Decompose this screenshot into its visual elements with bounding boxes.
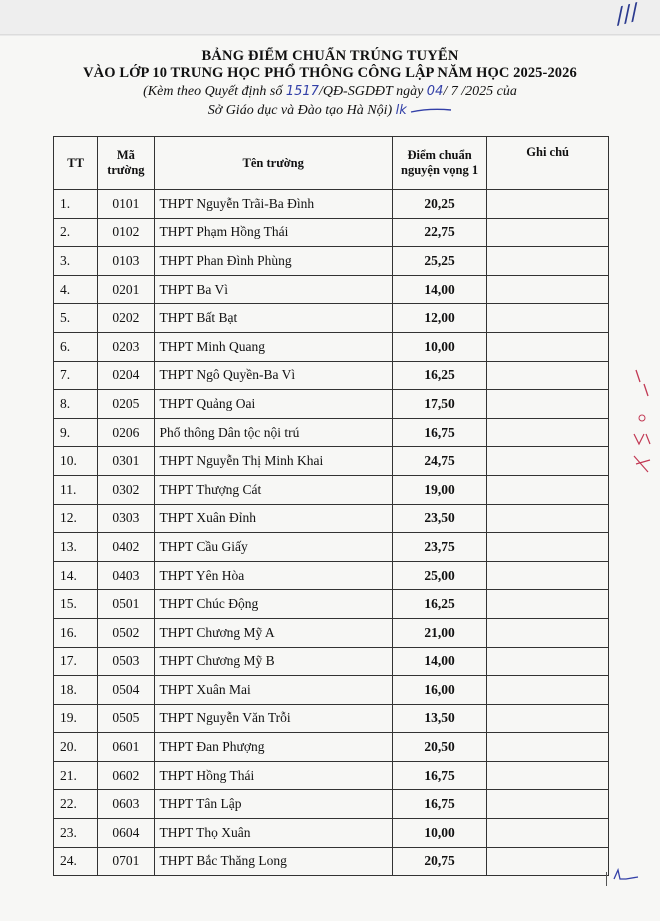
row-tt: 5. bbox=[54, 304, 98, 333]
row-ma-truong: 0302 bbox=[98, 475, 154, 504]
score-table bbox=[53, 136, 609, 876]
row-diem-chuan: 19,00 bbox=[392, 475, 487, 504]
col-tt: TT bbox=[54, 137, 98, 190]
row-tt: 15. bbox=[54, 590, 98, 619]
row-ghi-chu bbox=[487, 332, 609, 361]
row-ma-truong: 0202 bbox=[98, 304, 154, 333]
table-row bbox=[54, 304, 609, 333]
row-ten-truong: Phổ thông Dân tộc nội trú bbox=[154, 418, 392, 447]
table-row bbox=[54, 819, 609, 848]
row-ma-truong: 0503 bbox=[98, 647, 154, 676]
row-ghi-chu bbox=[487, 475, 609, 504]
row-ten-truong: THPT Minh Quang bbox=[154, 332, 392, 361]
row-tt: 18. bbox=[54, 676, 98, 705]
row-ma-truong: 0205 bbox=[98, 390, 154, 419]
top-bar bbox=[0, 0, 660, 35]
row-ma-truong: 0502 bbox=[98, 618, 154, 647]
row-ghi-chu bbox=[487, 618, 609, 647]
row-ghi-chu bbox=[487, 847, 609, 876]
row-tt: 2. bbox=[54, 218, 98, 247]
row-ghi-chu bbox=[487, 647, 609, 676]
row-ma-truong: 0402 bbox=[98, 533, 154, 562]
row-diem-chuan: 16,75 bbox=[392, 418, 487, 447]
table-row bbox=[54, 761, 609, 790]
row-ten-truong: THPT Cầu Giấy bbox=[154, 533, 392, 562]
row-diem-chuan: 16,25 bbox=[392, 361, 487, 390]
table-row bbox=[54, 647, 609, 676]
table-row bbox=[54, 475, 609, 504]
row-ten-truong: THPT Bất Bạt bbox=[154, 304, 392, 333]
row-ghi-chu bbox=[487, 733, 609, 762]
row-ma-truong: 0504 bbox=[98, 676, 154, 705]
col-ten-truong: Tên trường bbox=[154, 137, 392, 190]
table-row bbox=[54, 704, 609, 733]
row-ghi-chu bbox=[487, 218, 609, 247]
row-diem-chuan: 20,50 bbox=[392, 733, 487, 762]
margin-line bbox=[606, 872, 607, 886]
table-header-row bbox=[54, 137, 609, 190]
bottom-initial-mark-icon bbox=[612, 868, 642, 886]
row-ma-truong: 0201 bbox=[98, 275, 154, 304]
row-diem-chuan: 17,50 bbox=[392, 390, 487, 419]
row-ten-truong: THPT Xuân Mai bbox=[154, 676, 392, 705]
row-ten-truong: THPT Chương Mỹ B bbox=[154, 647, 392, 676]
title-line-2: VÀO LỚP 10 TRUNG HỌC PHỔ THÔNG CÔNG LẬP NĂM HỌC 2025-2026 bbox=[83, 65, 577, 81]
table-row bbox=[54, 275, 609, 304]
row-ghi-chu bbox=[487, 304, 609, 333]
table-row bbox=[54, 847, 609, 876]
row-ma-truong: 0505 bbox=[98, 704, 154, 733]
row-ma-truong: 0604 bbox=[98, 819, 154, 848]
table-row bbox=[54, 247, 609, 276]
table-row bbox=[54, 533, 609, 562]
row-ten-truong: THPT Thượng Cát bbox=[154, 475, 392, 504]
row-diem-chuan: 25,25 bbox=[392, 247, 487, 276]
row-diem-chuan: 20,75 bbox=[392, 847, 487, 876]
row-ghi-chu bbox=[487, 704, 609, 733]
row-ghi-chu bbox=[487, 361, 609, 390]
row-tt: 4. bbox=[54, 275, 98, 304]
row-ma-truong: 0403 bbox=[98, 561, 154, 590]
row-diem-chuan: 16,00 bbox=[392, 676, 487, 705]
row-tt: 22. bbox=[54, 790, 98, 819]
row-diem-chuan: 16,25 bbox=[392, 590, 487, 619]
row-ma-truong: 0204 bbox=[98, 361, 154, 390]
row-ghi-chu bbox=[487, 275, 609, 304]
row-ghi-chu bbox=[487, 190, 609, 219]
row-ma-truong: 0601 bbox=[98, 733, 154, 762]
row-ma-truong: 0101 bbox=[98, 190, 154, 219]
row-tt: 10. bbox=[54, 447, 98, 476]
initial-mark: lk bbox=[395, 103, 407, 118]
row-diem-chuan: 22,75 bbox=[392, 218, 487, 247]
row-tt: 6. bbox=[54, 332, 98, 361]
row-ghi-chu bbox=[487, 418, 609, 447]
margin-annotations bbox=[626, 360, 656, 484]
title-line-1: BẢNG ĐIỂM CHUẨN TRÚNG TUYỂN bbox=[201, 48, 459, 64]
row-tt: 14. bbox=[54, 561, 98, 590]
table-row bbox=[54, 676, 609, 705]
table-row bbox=[54, 561, 609, 590]
signature-mark-icon: /// bbox=[612, 0, 641, 30]
table-row bbox=[54, 790, 609, 819]
row-ma-truong: 0602 bbox=[98, 761, 154, 790]
row-diem-chuan: 14,00 bbox=[392, 275, 487, 304]
row-ten-truong: THPT Chương Mỹ A bbox=[154, 618, 392, 647]
row-tt: 12. bbox=[54, 504, 98, 533]
row-ghi-chu bbox=[487, 590, 609, 619]
row-ghi-chu bbox=[487, 676, 609, 705]
row-diem-chuan: 10,00 bbox=[392, 332, 487, 361]
row-ghi-chu bbox=[487, 561, 609, 590]
decision-number: 1517 bbox=[285, 84, 319, 99]
row-ma-truong: 0206 bbox=[98, 418, 154, 447]
col-diem-chuan bbox=[392, 137, 487, 190]
row-ghi-chu bbox=[487, 761, 609, 790]
subtitle-mid: /QĐ-SGDĐT ngày bbox=[318, 84, 427, 99]
row-tt: 13. bbox=[54, 533, 98, 562]
row-ghi-chu bbox=[487, 247, 609, 276]
row-ghi-chu bbox=[487, 390, 609, 419]
row-ten-truong: THPT Ngô Quyền-Ba Vì bbox=[154, 361, 392, 390]
table-row bbox=[54, 418, 609, 447]
decision-day: 04 bbox=[426, 84, 444, 99]
table-row bbox=[54, 504, 609, 533]
table-row bbox=[54, 590, 609, 619]
row-ten-truong: THPT Phan Đình Phùng bbox=[154, 247, 392, 276]
row-diem-chuan: 23,75 bbox=[392, 533, 487, 562]
table-row bbox=[54, 218, 609, 247]
row-diem-chuan: 20,25 bbox=[392, 190, 487, 219]
row-diem-chuan: 13,50 bbox=[392, 704, 487, 733]
subtitle-line-4 bbox=[0, 101, 660, 120]
row-ma-truong: 0701 bbox=[98, 847, 154, 876]
row-ten-truong: THPT Phạm Hồng Thái bbox=[154, 218, 392, 247]
red-stamp-marks-icon bbox=[626, 360, 656, 480]
col-diem-line2: nguyện vọng 1 bbox=[401, 163, 479, 177]
row-ten-truong: THPT Nguyễn Văn Trỗi bbox=[154, 704, 392, 733]
table-row bbox=[54, 390, 609, 419]
row-tt: 23. bbox=[54, 819, 98, 848]
row-ma-truong: 0203 bbox=[98, 332, 154, 361]
table-row bbox=[54, 361, 609, 390]
issuer: Sở Giáo dục và Đào tạo Hà Nội) bbox=[207, 103, 393, 118]
row-ma-truong: 0301 bbox=[98, 447, 154, 476]
row-ten-truong: THPT Chúc Động bbox=[154, 590, 392, 619]
row-ten-truong: THPT Thọ Xuân bbox=[154, 819, 392, 848]
col-ghi-chu: Ghi chú bbox=[487, 137, 609, 190]
table-row bbox=[54, 618, 609, 647]
subtitle-prefix: (Kèm theo Quyết định số bbox=[143, 84, 286, 99]
row-diem-chuan: 12,00 bbox=[392, 304, 487, 333]
row-ten-truong: THPT Nguyễn Trãi-Ba Đình bbox=[154, 190, 392, 219]
col-ma-line1: Mã bbox=[116, 148, 135, 162]
table-row bbox=[54, 733, 609, 762]
row-ghi-chu bbox=[487, 819, 609, 848]
row-ma-truong: 0303 bbox=[98, 504, 154, 533]
col-ma-line2: trường bbox=[107, 163, 145, 177]
row-ten-truong: THPT Tân Lập bbox=[154, 790, 392, 819]
row-diem-chuan: 25,00 bbox=[392, 561, 487, 590]
row-ghi-chu bbox=[487, 447, 609, 476]
row-diem-chuan: 21,00 bbox=[392, 618, 487, 647]
row-tt: 19. bbox=[54, 704, 98, 733]
row-tt: 24. bbox=[54, 847, 98, 876]
document-header bbox=[0, 48, 660, 120]
row-tt: 8. bbox=[54, 390, 98, 419]
row-diem-chuan: 23,50 bbox=[392, 504, 487, 533]
row-ma-truong: 0102 bbox=[98, 218, 154, 247]
row-tt: 9. bbox=[54, 418, 98, 447]
col-diem-line1: Điểm chuẩn bbox=[407, 148, 472, 162]
table-row bbox=[54, 190, 609, 219]
row-ghi-chu bbox=[487, 790, 609, 819]
row-ma-truong: 0603 bbox=[98, 790, 154, 819]
row-ma-truong: 0501 bbox=[98, 590, 154, 619]
row-ten-truong: THPT Xuân Đỉnh bbox=[154, 504, 392, 533]
row-ghi-chu bbox=[487, 504, 609, 533]
row-ten-truong: THPT Nguyễn Thị Minh Khai bbox=[154, 447, 392, 476]
subtitle-line-3 bbox=[0, 82, 660, 101]
row-ten-truong: THPT Yên Hòa bbox=[154, 561, 392, 590]
row-diem-chuan: 14,00 bbox=[392, 647, 487, 676]
table-body bbox=[54, 190, 609, 876]
row-tt: 7. bbox=[54, 361, 98, 390]
row-tt: 1. bbox=[54, 190, 98, 219]
table-row bbox=[54, 332, 609, 361]
row-ten-truong: THPT Bắc Thăng Long bbox=[154, 847, 392, 876]
row-ten-truong: THPT Đan Phượng bbox=[154, 733, 392, 762]
row-ten-truong: THPT Hồng Thái bbox=[154, 761, 392, 790]
row-tt: 20. bbox=[54, 733, 98, 762]
row-diem-chuan: 10,00 bbox=[392, 819, 487, 848]
row-ten-truong: THPT Quảng Oai bbox=[154, 390, 392, 419]
row-tt: 17. bbox=[54, 647, 98, 676]
row-diem-chuan: 16,75 bbox=[392, 790, 487, 819]
row-diem-chuan: 24,75 bbox=[392, 447, 487, 476]
subtitle-post: / 7 /2025 của bbox=[443, 84, 517, 99]
underline-stroke-icon bbox=[410, 106, 452, 116]
col-ma-truong bbox=[98, 137, 154, 190]
table-row bbox=[54, 447, 609, 476]
row-tt: 11. bbox=[54, 475, 98, 504]
row-ma-truong: 0103 bbox=[98, 247, 154, 276]
row-tt: 21. bbox=[54, 761, 98, 790]
row-ghi-chu bbox=[487, 533, 609, 562]
row-tt: 16. bbox=[54, 618, 98, 647]
row-diem-chuan: 16,75 bbox=[392, 761, 487, 790]
row-ten-truong: THPT Ba Vì bbox=[154, 275, 392, 304]
row-tt: 3. bbox=[54, 247, 98, 276]
